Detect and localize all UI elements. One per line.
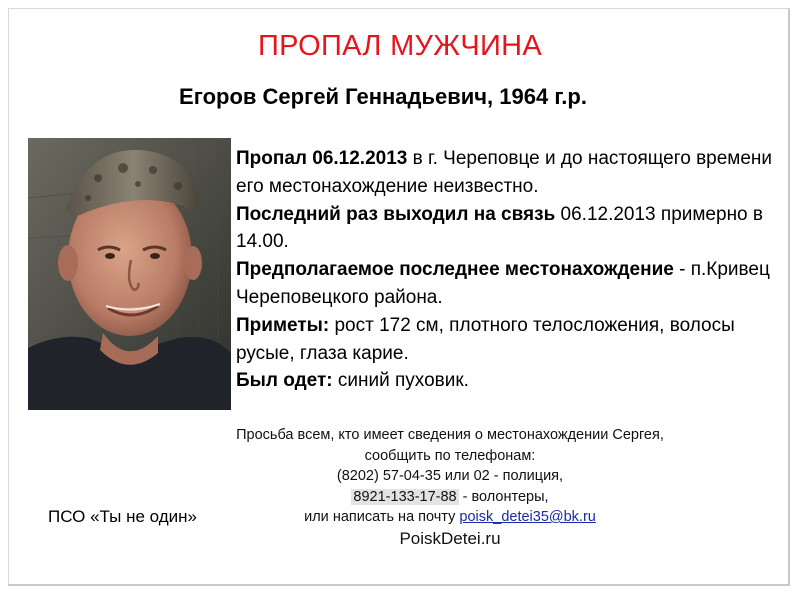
last-location-info: [236, 256, 796, 312]
clothes-info: [236, 367, 796, 395]
email-link[interactable]: poisk_detei35@bk.ru: [459, 509, 596, 525]
missing-text: в г. Череповце и до настоящего времени его местонахождение неизвестно.: [236, 148, 773, 197]
volunteer-phone[interactable]: 8921-133-17-88: [353, 488, 457, 505]
footer-phone-intro: сообщить по телефонам:: [364, 447, 536, 464]
features-info: [236, 312, 796, 368]
volunteer-phone-line: [225, 487, 675, 508]
missing-person-photo: [28, 138, 231, 410]
police-phone-line: (8202) 57-04-35 или 02 - полиция,: [336, 468, 564, 484]
last-contact-info: [236, 201, 796, 257]
clothes-label: Был одет:: [236, 370, 333, 392]
last-contact-label: Последний раз выходил на связь: [236, 203, 556, 225]
contact-footer: [225, 425, 675, 549]
features-label: Приметы:: [236, 314, 330, 336]
last-location-label: Предполагаемое последнее местонахождение: [236, 259, 674, 281]
person-name: Егоров Сергей Геннадьевич, 1964 г.р.: [179, 84, 587, 109]
footer-request-line: Просьба всем, кто имеет сведения о местонахождении Сергея,: [236, 427, 664, 443]
details-block: [236, 145, 796, 395]
site-name: PoiskDetei.ru: [399, 528, 501, 548]
clothes-text: синий пуховик.: [332, 370, 469, 392]
email-prefix: или написать на почту: [304, 509, 460, 525]
email-line: [225, 507, 675, 528]
last-contact-text: 06.12.2013 примерно в 14.00.: [236, 203, 763, 253]
volunteer-suffix: - волонтеры,: [458, 488, 549, 505]
features-text: рост 172 см, плотного телосложения, волосы русые, глаза карие.: [236, 314, 735, 364]
missing-info: [236, 145, 796, 201]
poster-headline: ПРОПАЛ МУЖЧИНА: [257, 30, 543, 62]
organization-name: ПСО «Ты не один»: [48, 507, 198, 526]
last-location-text: - п.Кривец Череповецкого района.: [236, 259, 770, 308]
missing-label: Пропал 06.12.2013: [236, 148, 408, 169]
